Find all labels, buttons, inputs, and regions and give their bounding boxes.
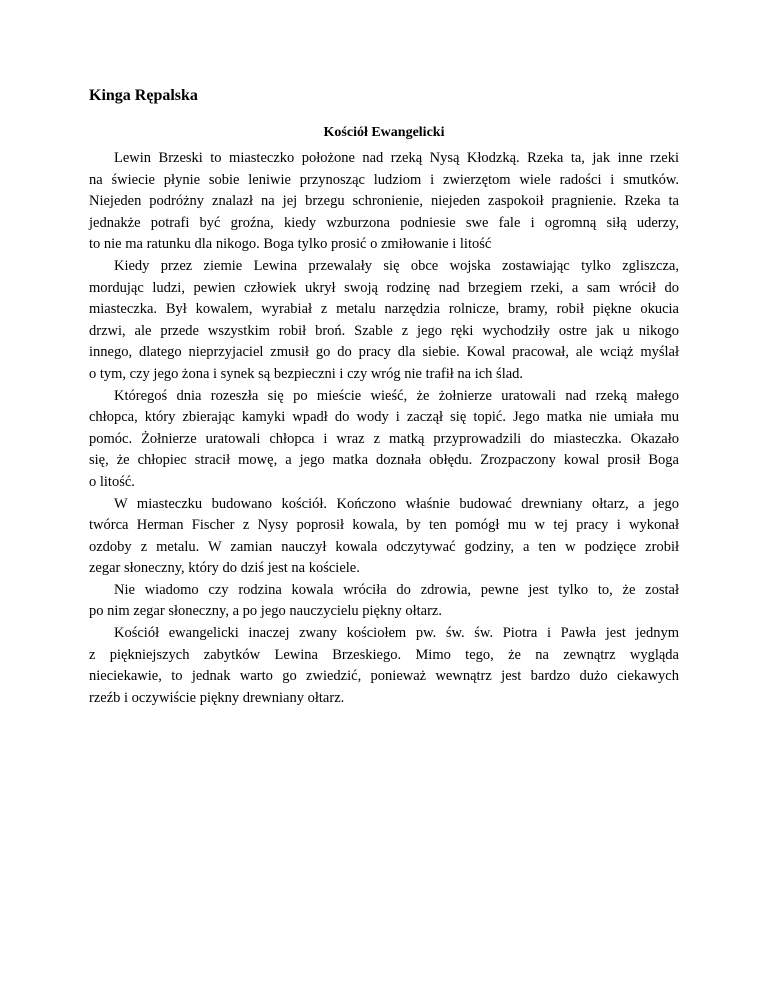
text-line: innego, dlatego nieprzyjaciel zmusił go do pracy dla siebie. Kowal pracował, ale wciąż myślał xyxy=(89,344,679,361)
text-line: z piękniejszych zabytków Lewina Brzeskiego. Mimo tego, że na zewnątrz wygląda xyxy=(89,646,679,663)
text-line: Niejeden podróżny znalazł na jej brzegu schronienie, niejeden zaspokoił pragnienie. Rzeka ta xyxy=(89,193,679,210)
text-line: o tym, czy jego żona i synek są bezpieczni i czy wróg nie trafił na ich ślad. xyxy=(89,365,524,382)
text-line: jednakże potrafi być groźna, kiedy wzburzona podniesie swe fale i ogromną siłą uderzy, xyxy=(89,214,679,231)
text-line: to nie ma ratunku dla nikogo. Boga tylko prosić o zmiłowanie i litość xyxy=(89,236,492,253)
text-line: nieciekawie, to jednak warto go zwiedzić, ponieważ wewnątrz jest bardzo dużo ciekawych xyxy=(89,668,679,685)
text-line: Nie wiadomo czy rodzina kowala wróciła do zdrowia, pewne jest tylko to, że został xyxy=(114,581,679,598)
text-line: na świecie płynie sobie leniwie przynosząc ludziom i zwierzętom wiele radości i smutków. xyxy=(89,171,679,188)
text-line: drzwi, ale przede wszystkim robił broń. Szable z jego ręki wychodziły ostre jak u nikogo xyxy=(89,322,679,339)
text-line: po nim zegar słoneczny, a po jego nauczycielu piękny ołtarz. xyxy=(89,603,442,620)
text-line: rzeźb i oczywiście piękny drewniany ołtarz. xyxy=(89,689,345,706)
text-line: W miasteczku budowano kościół. Kończono właśnie budować drewniany ołtarz, a jego xyxy=(114,495,679,512)
text-line: ozdoby z metalu. W zamian nauczył kowala odczytywać godziny, a ten w podzięce zrobił xyxy=(89,538,679,555)
text-line: się, że chłopiec stracił mowę, a jego matka doznała obłędu. Zrozpaczony kowal prosił Boga xyxy=(89,452,679,469)
text-line: chłopca, który zbierając kamyki wpadł do wody i zaczął się topić. Jego matka nie umiała mu xyxy=(89,409,679,426)
text-line: Kiedy przez ziemie Lewina przewalały się obce wojska zostawiając tylko zgliszcza, xyxy=(114,257,679,274)
text-line: twórca Herman Fischer z Nysy poprosił kowala, by ten pomógł mu w tej pracy i wykonał xyxy=(89,517,679,534)
text-line: zegar słoneczny, który do dziś jest na kościele. xyxy=(89,560,360,577)
document-title: Kościół Ewangelicki xyxy=(323,125,445,140)
text-line: mordując ludzi, pewien człowiek ukrył swoją rodzinę nad brzegiem rzeki, a sam wrócił do xyxy=(89,279,679,296)
author-name: Kinga Rępalska xyxy=(89,87,198,104)
document-body xyxy=(89,148,679,709)
text-line: pomóc. Żołnierze uratowali chłopca i wraz z matką przyprowadzili do miasteczka. Okazało xyxy=(89,430,679,447)
text-line: miasteczka. Był kowalem, wyrabiał z metalu narzędzia rolnicze, bramy, robił piękne okucia xyxy=(89,301,679,318)
text-line: Lewin Brzeski to miasteczko położone nad rzeką Nysą Kłodzką. Rzeka ta, jak inne rzeki xyxy=(114,150,679,166)
text-line: Któregoś dnia rozeszła się po mieście wieść, że żołnierze uratowali nad rzeką małego xyxy=(114,387,679,404)
text-line: Kościół ewangelicki inaczej zwany kościołem pw. św. św. Piotra i Pawła jest jednym xyxy=(114,625,679,642)
text-line: o litość. xyxy=(89,473,135,490)
